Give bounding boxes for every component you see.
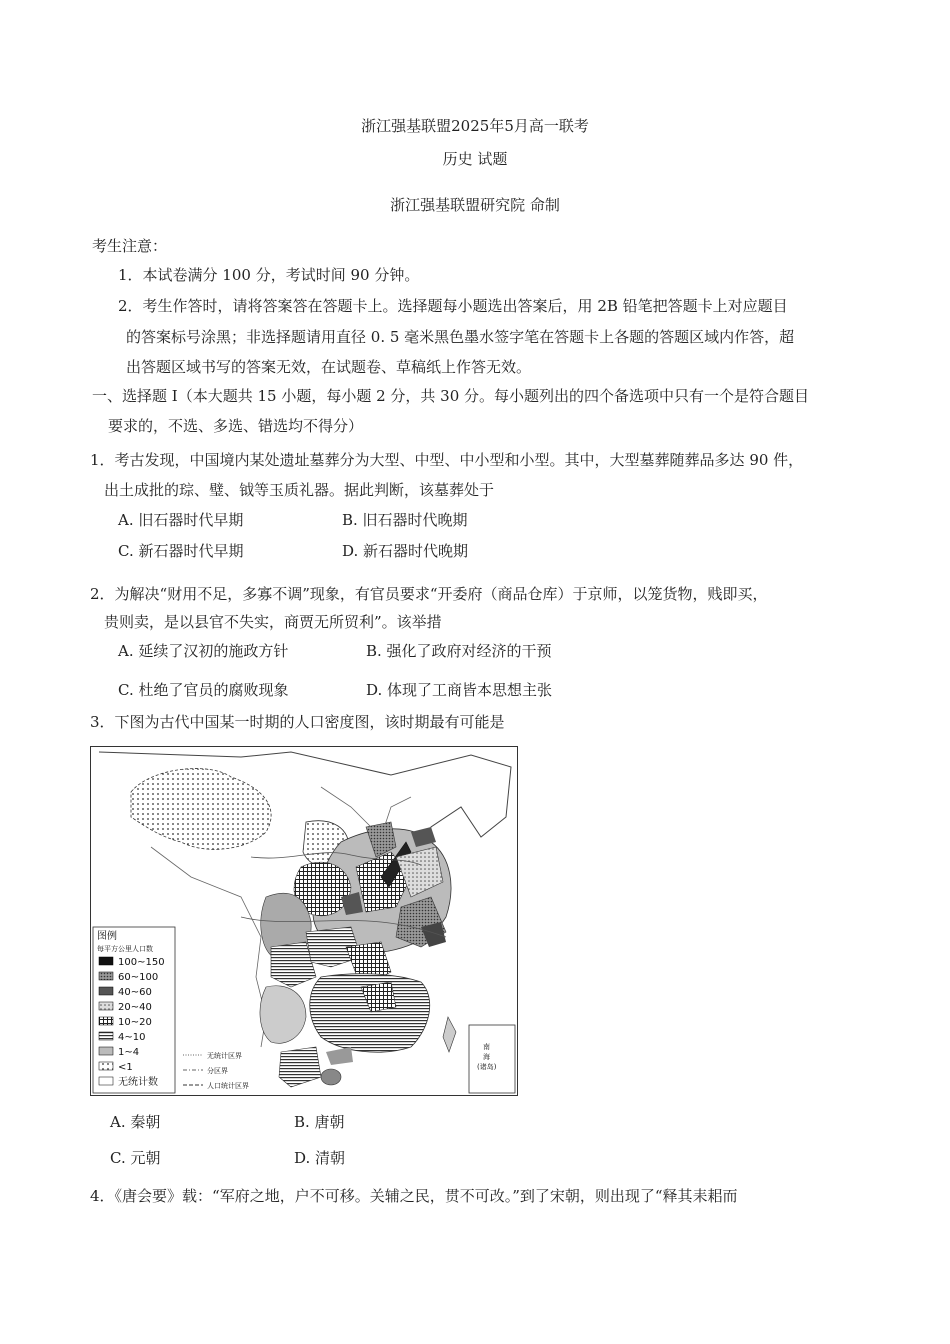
question-1-stem-line-1: 1．考古发现，中国境内某处遗址墓葬分为大型、中型、中小型和小型。其中，大型墓葬随葬品多达 90 件， (90, 451, 804, 469)
question-3-option-c: C. 元朝 (110, 1149, 161, 1167)
question-1-option-a: A. 旧石器时代早期 (118, 511, 244, 529)
legend-item-7: 1~4 (118, 1047, 140, 1058)
question-1-stem-line-2: 出土成批的琮、璧、钺等玉质礼器。据此判断，该墓葬处于 (104, 481, 495, 499)
question-2-option-d: D. 体现了工商皆本思想主张 (366, 681, 553, 699)
question-2-option-a: A. 延续了汉初的施政方针 (118, 642, 289, 660)
legend-title: 图例 (97, 931, 117, 942)
question-1-option-d: D. 新石器时代晚期 (342, 542, 469, 560)
question-4-stem-line-1: 4．《唐会要》载：“军府之地，户不可移。关辅之民，贯不可改。”到了宋朝，则出现了“释其耒耜而 (90, 1187, 738, 1205)
population-density-map (90, 746, 518, 1096)
question-1-option-b: B. 旧石器时代晚期 (342, 511, 468, 529)
notice-item-2-line-2: 的答案标号涂黑；非选择题请用直径 0. 5 毫米黑色墨水签字笔在答题卡上各题的答题区域内作答，超 (126, 328, 795, 346)
inset-label-1: 南 (483, 1043, 490, 1051)
legend-item-5: 10~20 (118, 1017, 152, 1028)
south-sea-inset (469, 1025, 515, 1093)
inset-label-2: 海 (483, 1053, 490, 1061)
question-3-option-b: B. 唐朝 (294, 1113, 345, 1131)
question-2-stem-line-1: 2．为解决“财用不足，多寡不调”现象，有官员要求“开委府（商品仓库）于京师，以笼货物，贱即买， (90, 585, 768, 603)
legend-item-6: 4~10 (118, 1032, 146, 1043)
map-legend (93, 927, 175, 1093)
question-2-stem-line-2: 贵则卖，是以县官不失实，商贾无所贸利”。该举措 (104, 613, 442, 631)
boundary-legend (183, 1051, 249, 1090)
question-3-option-a: A. 秦朝 (110, 1113, 161, 1131)
boundary-item-2: 分区界 (207, 1067, 228, 1075)
question-2-option-c: C. 杜绝了官员的腐败现象 (118, 681, 289, 699)
question-2-option-b: B. 强化了政府对经济的干预 (366, 642, 552, 660)
exam-title: 浙江强基联盟2025年5月高一联考 (361, 117, 589, 135)
map-graphic (91, 747, 517, 1095)
legend-item-2: 60~100 (118, 972, 159, 983)
legend-item-9: 无统计数 (118, 1077, 158, 1088)
boundary-item-1: 无统计区界 (207, 1052, 242, 1060)
legend-item-3: 40~60 (118, 987, 152, 998)
legend-item-8: <1 (118, 1062, 133, 1073)
boundary-item-3: 人口统计区界 (207, 1082, 249, 1090)
inset-label-3: (诸岛) (477, 1063, 497, 1071)
exam-author: 浙江强基联盟研究院 命制 (390, 196, 560, 214)
question-1-option-c: C. 新石器时代早期 (118, 542, 244, 560)
question-3-option-d: D. 清朝 (294, 1149, 346, 1167)
notice-item-2-line-3: 出答题区域书写的答案无效，在试题卷、草稿纸上作答无效。 (126, 358, 532, 376)
notice-heading: 考生注意： (92, 237, 168, 255)
section-1-intro-line-2: 要求的，不选、多选、错选均不得分） (108, 417, 364, 435)
legend-item-4: 20~40 (118, 1002, 152, 1013)
legend-item-1: 100~150 (118, 957, 165, 968)
notice-item-1: 1．本试卷满分 100 分，考试时间 90 分钟。 (118, 266, 420, 284)
exam-subject: 历史 试题 (442, 150, 508, 168)
notice-item-2-line-1: 2．考生作答时，请将答案答在答题卡上。选择题每小题选出答案后，用 2B 铅笔把答题卡上对应题目 (118, 297, 788, 315)
question-3-stem: 3．下图为古代中国某一时期的人口密度图，该时期最有可能是 (90, 713, 505, 731)
section-1-intro-line-1: 一、选择题 I（本大题共 15 小题，每小题 2 分，共 30 分。每小题列出的四个备选项中只有一个是符合题目 (92, 387, 810, 405)
legend-subtitle: 每平方公里人口数 (97, 945, 153, 953)
